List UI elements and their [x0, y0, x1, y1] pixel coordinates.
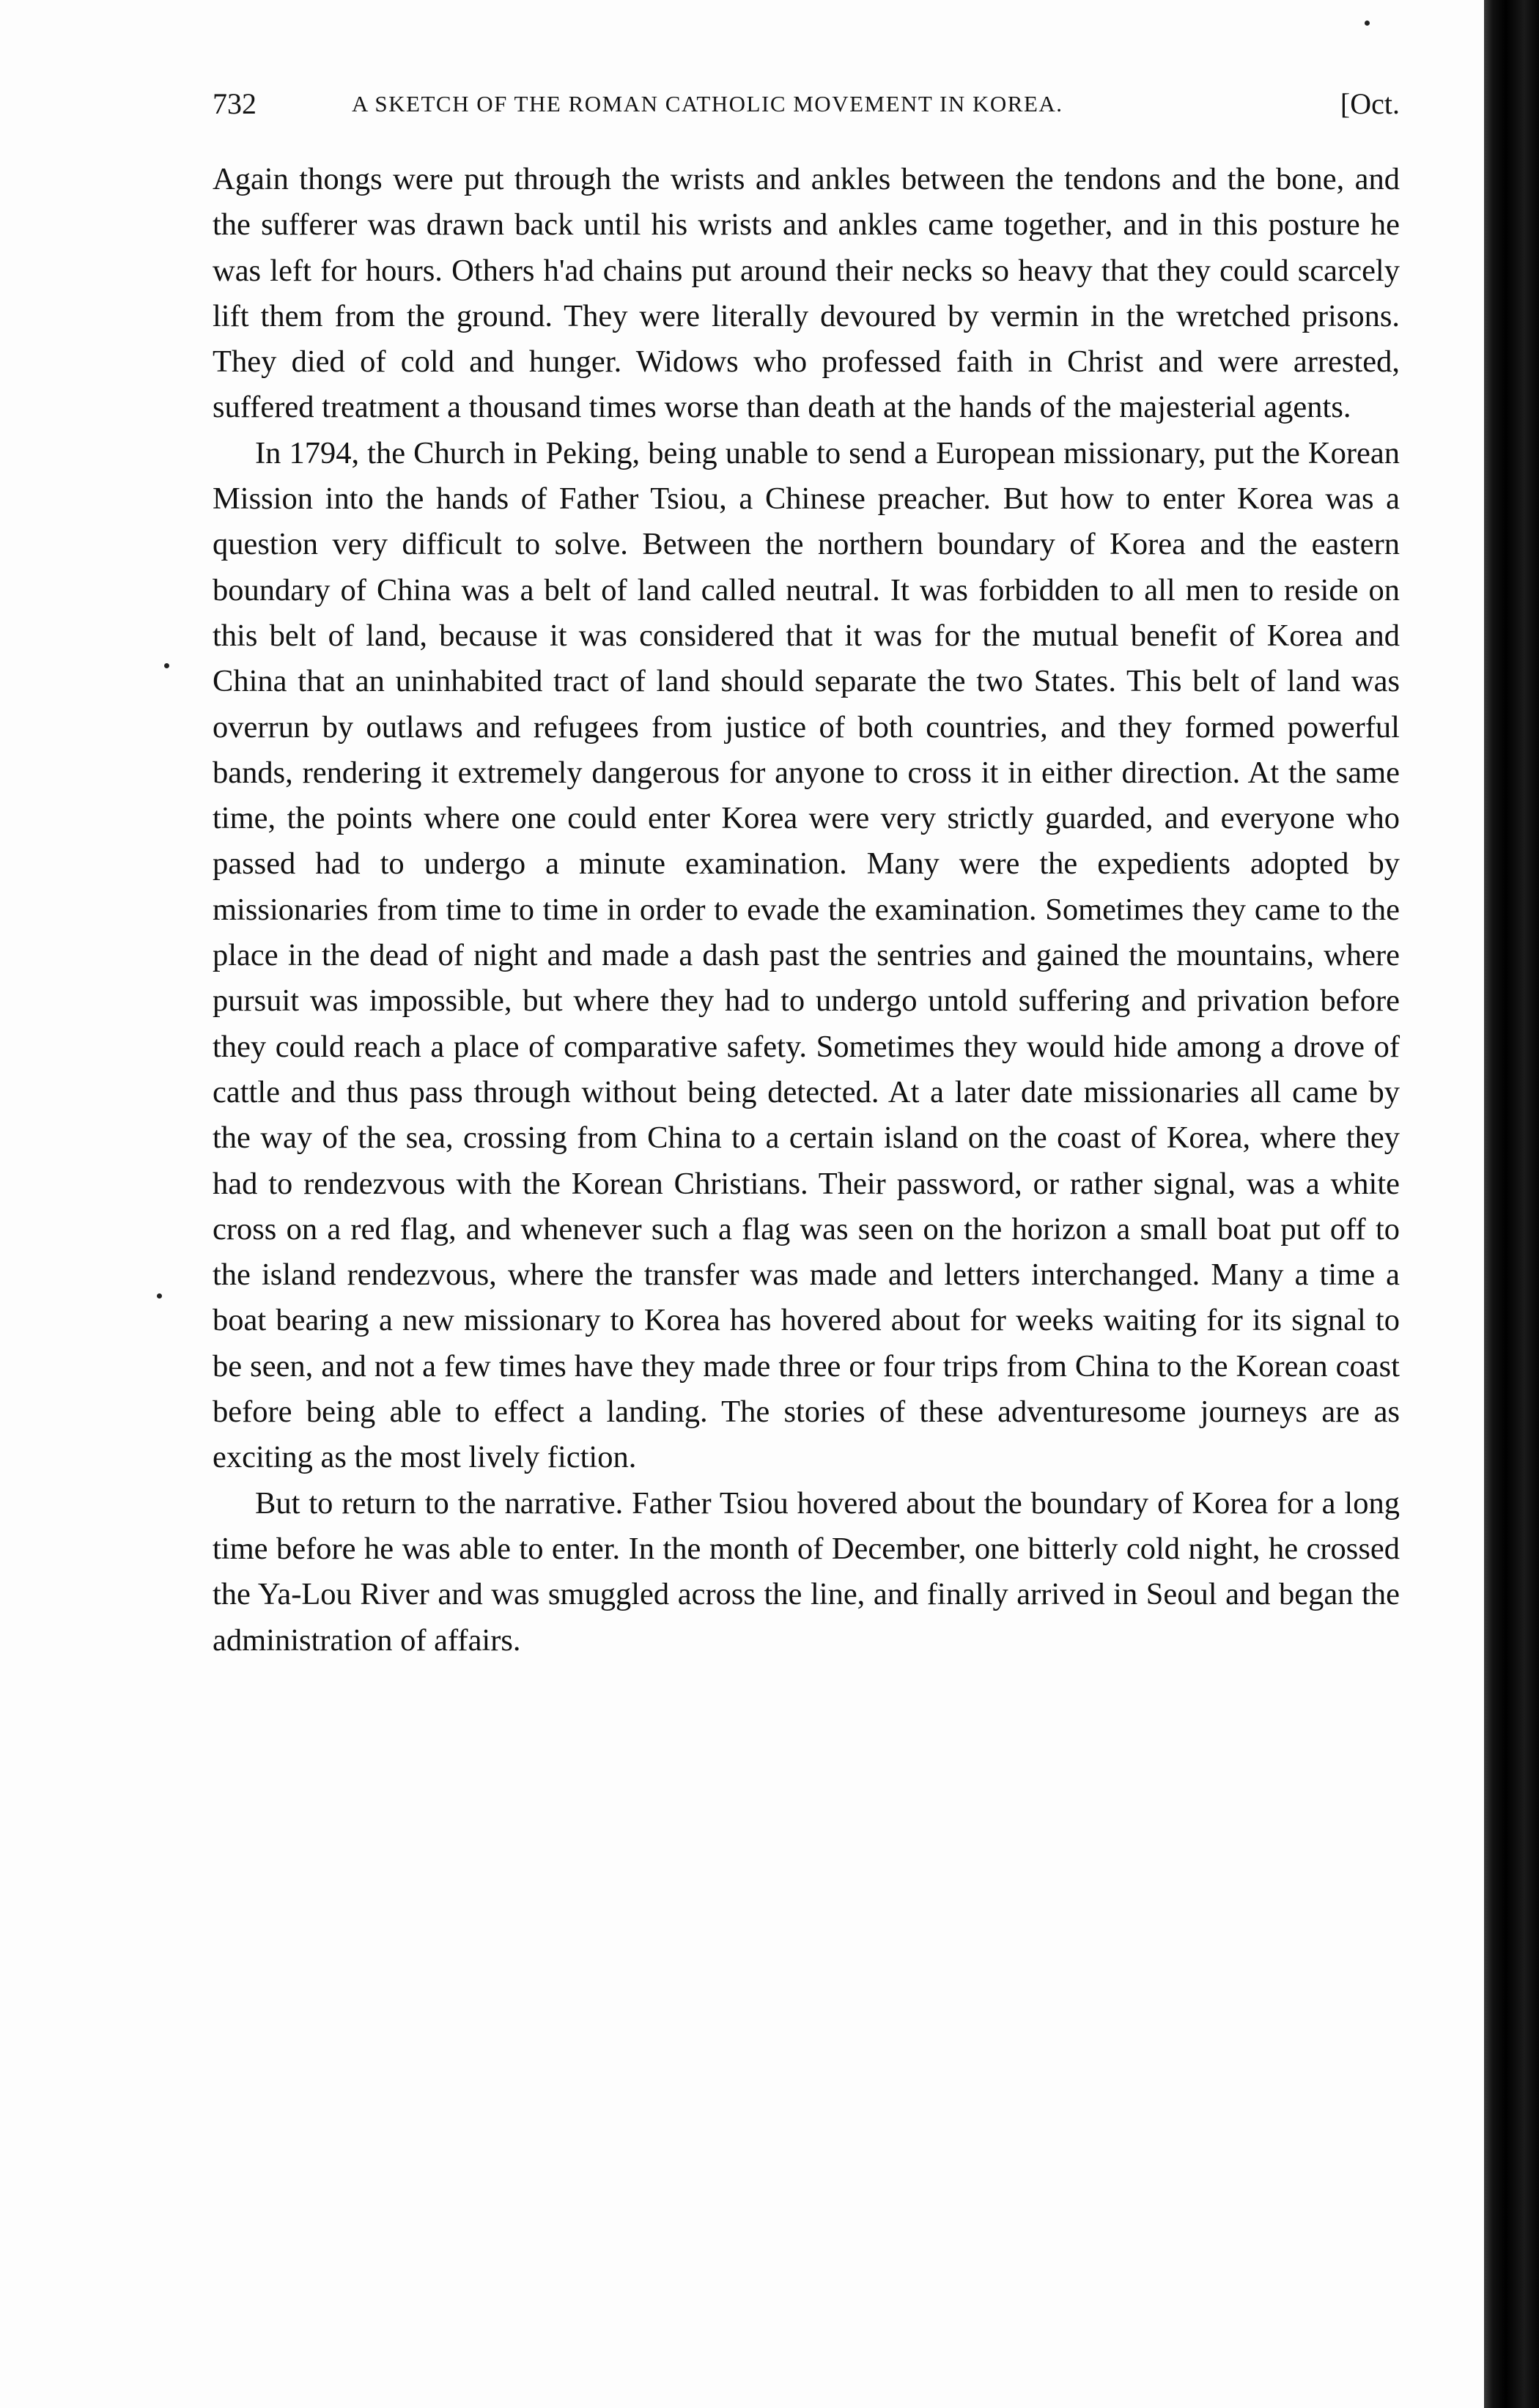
- paragraph-1: Again thongs were put through the wrists and ankles between the tendons and the bone, and the sufferer was drawn back until his wrists and ankles came together, and in this posture he was left for hours. Others h'ad chains put around their necks so heavy that they could scarcely lift them from the ground. They were literally devoured by vermin in the wretched prisons. They died of cold and hunger. Widows who professed faith in Christ and were arrested, suffered treatment a thousand times worse than death at the hands of the majesterial agents.: [213, 162, 1400, 425]
- paragraph-3: But to return to the narrative. Father Tsiou hovered about the boundary of Korea for a long time before he was able to enter. In the month of December, one bitterly cold night, he crossed the Ya-Lou River and was smuggled across the line, and finally arrived in Seoul and began the administration of affairs.: [213, 1485, 1400, 1658]
- page-number: 732: [213, 87, 256, 120]
- page-header: [213, 86, 1400, 130]
- article-body: [213, 157, 1400, 1663]
- scan-speck: [157, 1293, 162, 1299]
- scan-speck: [164, 663, 169, 668]
- scan-speck: [1365, 21, 1370, 26]
- scan-binding-edge: [1484, 0, 1539, 2408]
- header-month: [Oct.: [1340, 87, 1400, 120]
- paragraph-2: In 1794, the Church in Peking, being unable to send a European missionary, put the Korean Mission into the hands of Father Tsiou, a Chinese preacher. But how to enter Korea was a question very difficult to solve. Between the northern boundary of Korea and the eastern boundary of China was a belt of land called neutral. It was forbidden to all men to reside on this belt of land, because it was considered that it was for the mutual benefit of Korea and China that an uninhabited tract of land should separate the two States. This belt of land was overrun by outlaws and refugees from justice of both countries, and they formed powerful bands, rendering it extremely dangerous for anyone to cross it in either direction. At the same time, the points where one could enter Korea were very strictly guarded, and everyone who passed had to undergo a minute examination. Many were the expedients adopted by missionaries from time to time in order to evade the examination. Sometimes they came to the place in the dead of night and made a dash past the sentries and gained the mountains, where pursuit was impossible, but where they had to undergo untold suffering and privation before they could reach a place of comparative safety. Sometimes they would hide among a drove of cattle and thus pass through without being detected. At a later date missionaries all came by the way of the sea, crossing from China to a certain island on the coast of Korea, where they had to rendezvous with the Korean Christians. Their password, or rather signal, was a white cross on a red flag, and whenever such a flag was seen on the horizon a small boat put off to the island rendezvous, where the transfer was made and letters interchanged. Many a time a boat bearing a new missionary to Korea has hovered about for weeks waiting for its signal to be seen, and not a few times have they made three or four trips from China to the Korean coast before being able to effect a landing. The stories of these adventuresome journeys are as exciting as the most lively fiction.: [213, 435, 1400, 1475]
- running-title: A SKETCH OF THE ROMAN CATHOLIC MOVEMENT IN KOREA.: [352, 91, 1063, 117]
